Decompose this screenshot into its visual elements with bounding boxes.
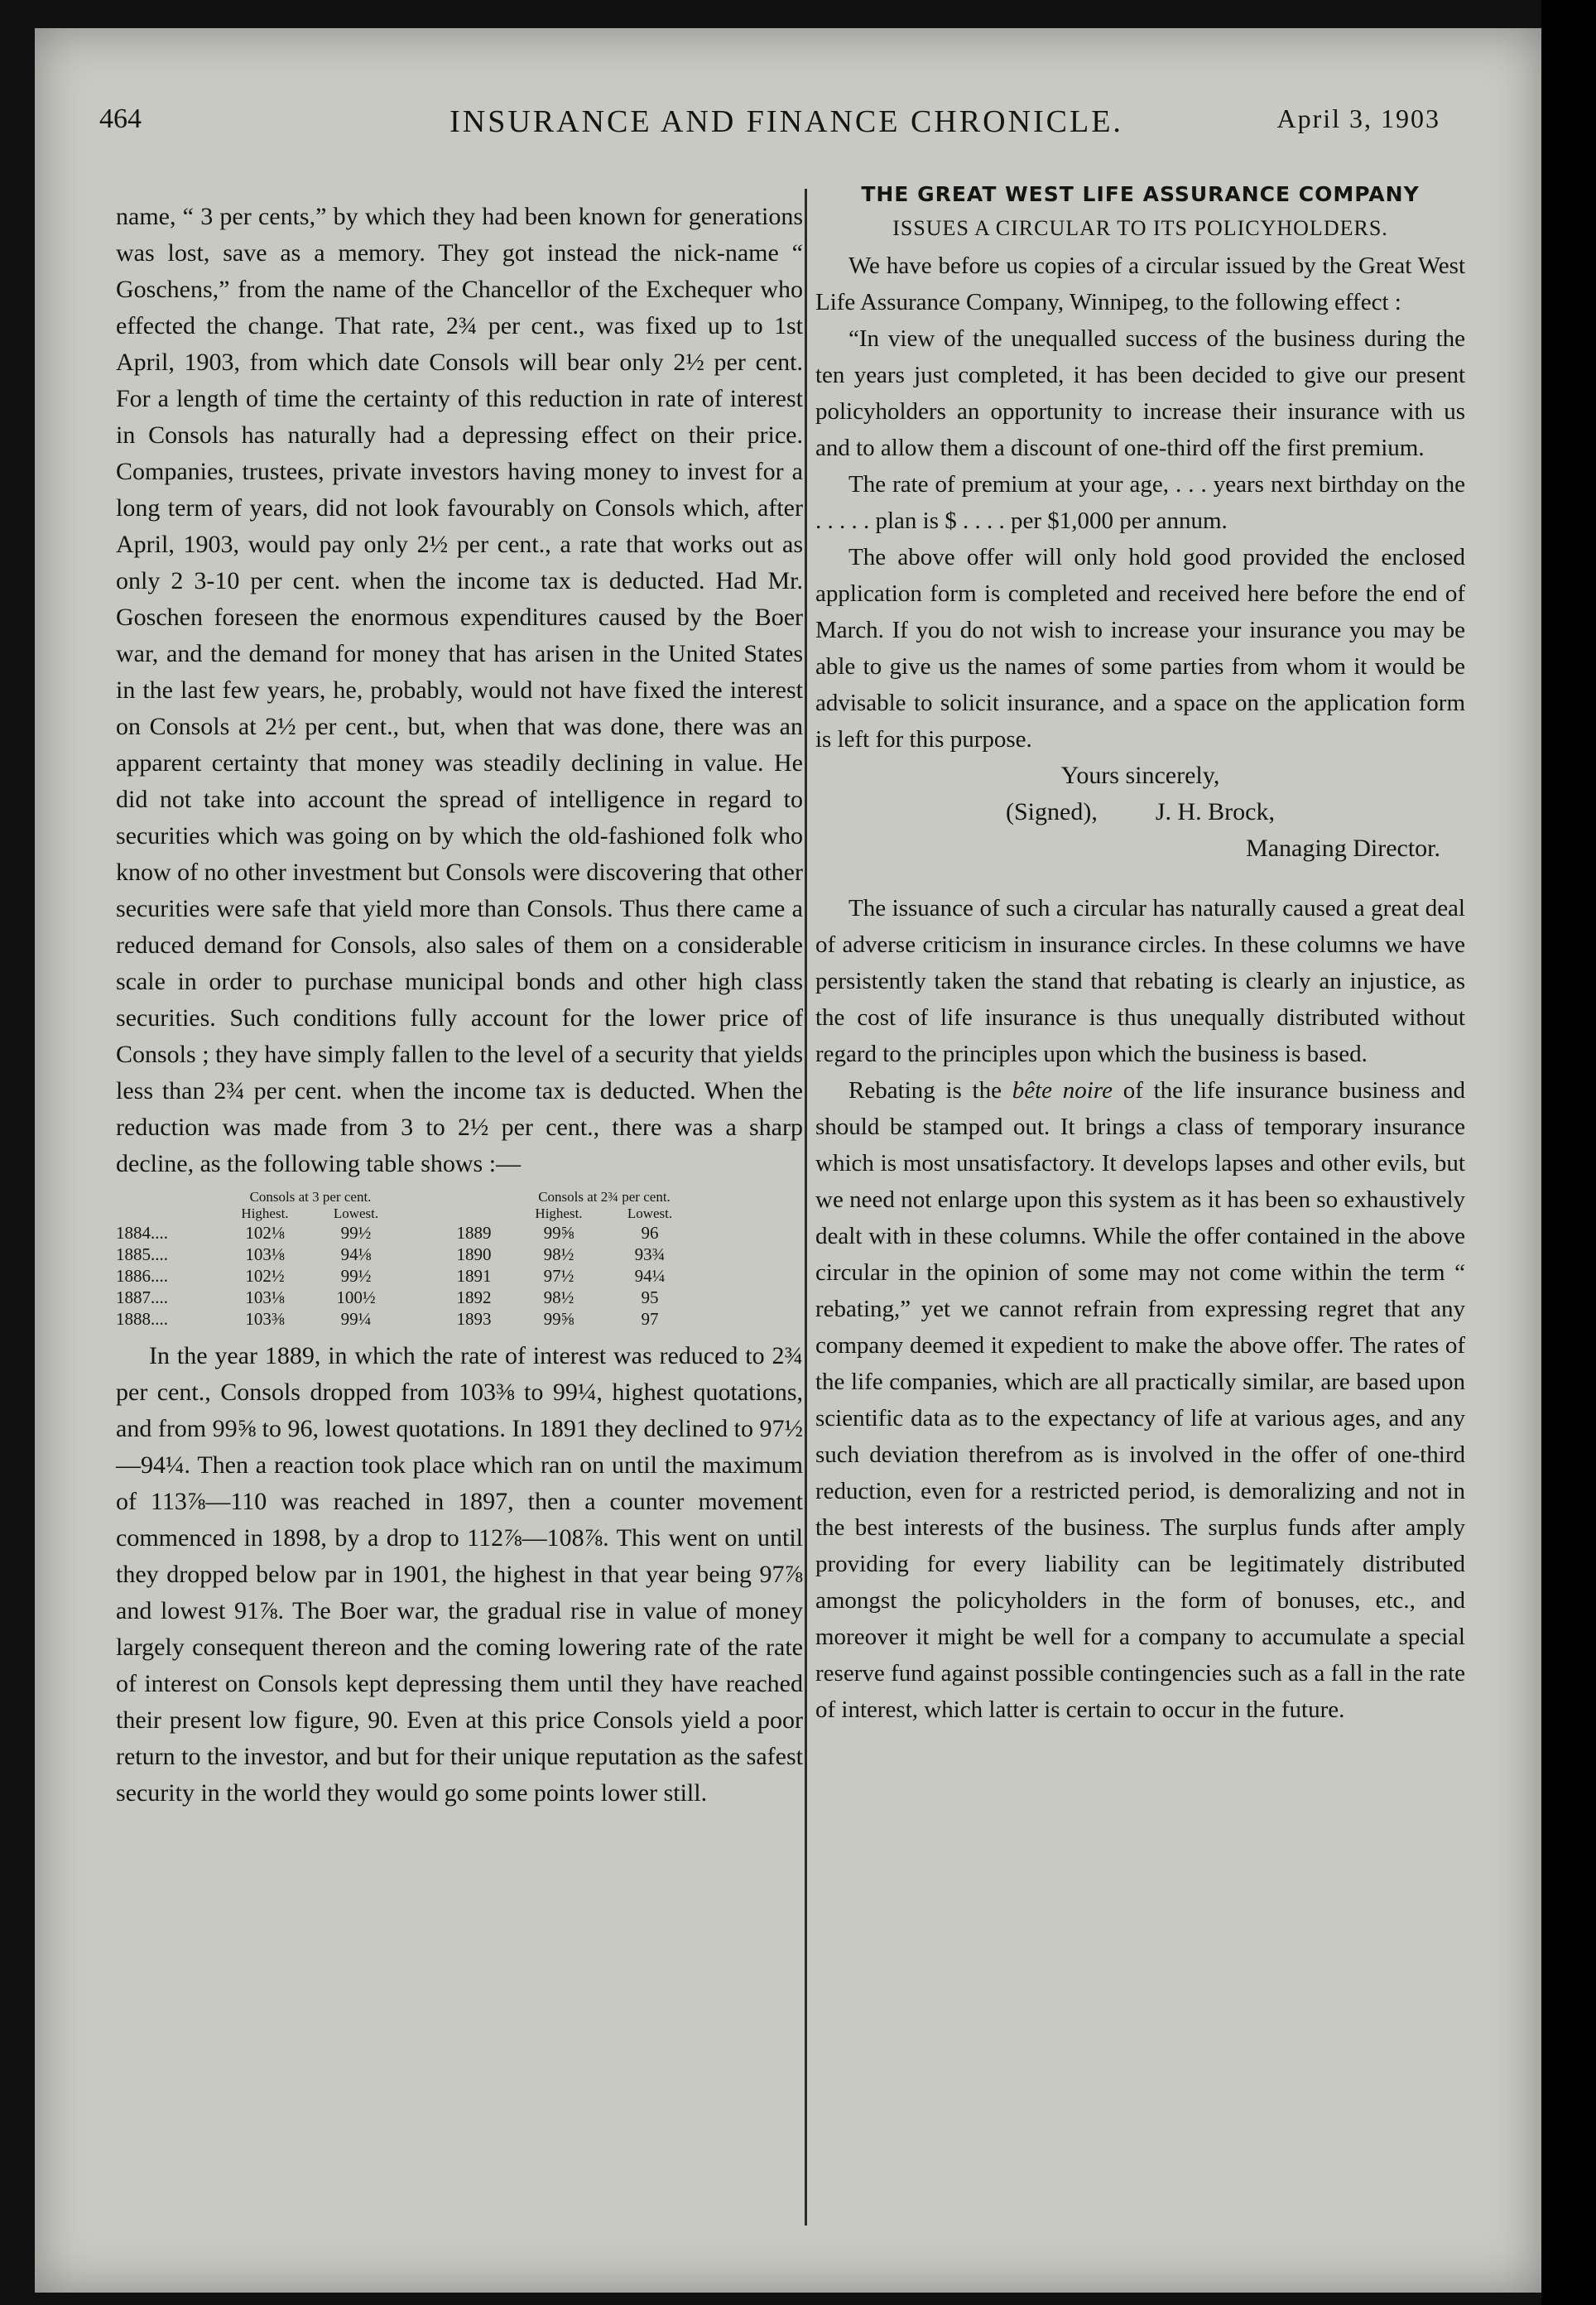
article-title: THE GREAT WEST LIFE ASSURANCE COMPANY (861, 182, 1420, 206)
circular-quote-2: The rate of premium at your age, . . . years next birthday on the . . . . . plan is $ . . . . per $1,000 per annum. (815, 471, 1465, 534)
lowest-value: 94⅛ (340, 1244, 372, 1264)
table-header (116, 1189, 795, 1222)
highest-value: 102½ (245, 1266, 285, 1286)
issue-date: April 3, 1903 (1276, 103, 1440, 133)
highest-value: 103⅜ (245, 1309, 285, 1329)
table-year: 1887.... (116, 1287, 168, 1307)
lowest-value: 94¼ (634, 1266, 666, 1286)
group-heading-3-per-cent: Consols at 3 per cent. (249, 1189, 372, 1205)
signed-label: (Signed), (1006, 798, 1098, 825)
right-paragraph-6 (815, 1072, 1465, 1728)
lowest-value: 93¾ (634, 1244, 666, 1264)
highest-value: 97½ (543, 1266, 574, 1286)
closing-line: Yours sincerely, (1060, 762, 1220, 789)
table-year: 1893 (456, 1309, 492, 1329)
highest-value: 102⅛ (245, 1223, 285, 1243)
circular-quote-1: “In view of the unequalled success of the business during the ten years just completed, it has been decided to give our present policyholders an opportunity to increase their insurance with us and to allow them a discount of one-third off the first premium. (815, 325, 1465, 461)
signer-name: J. H. Brock, (1155, 798, 1275, 825)
signature-line (815, 794, 1465, 830)
consols-table (116, 1189, 795, 1330)
highest-value: 99⅝ (543, 1309, 574, 1329)
lowest-value: 97 (641, 1309, 659, 1329)
table-year: 1886.... (116, 1266, 168, 1286)
table-year: 1890 (456, 1244, 492, 1264)
col-lowest: Lowest. (627, 1205, 673, 1221)
page-edge-shadow (1541, 0, 1596, 2305)
table-row (116, 1244, 795, 1265)
col-highest: Highest. (241, 1205, 289, 1221)
lowest-value: 100½ (336, 1287, 376, 1307)
table-row (116, 1308, 795, 1330)
para-6-start: Rebating is the (848, 1077, 1012, 1104)
lowest-value: 99¼ (340, 1309, 372, 1329)
col-lowest: Lowest. (333, 1205, 379, 1221)
table-year: 1889 (456, 1223, 492, 1243)
page-number: 464 (99, 103, 142, 134)
highest-value: 103⅛ (245, 1287, 285, 1307)
publication-title: INSURANCE AND FINANCE CHRONICLE. (449, 104, 1123, 139)
circular-quote-3: The above offer will only hold good provided the enclosed application form is completed and received here before the end of March. If you do not wish to increase your insurance you may be able to give us the names of some parties from whom it would be advisable to solicit insurance, and a space on the application form is left for this purpose. (815, 544, 1465, 753)
highest-value: 103⅛ (245, 1244, 285, 1264)
left-column (116, 199, 803, 1812)
left-paragraph-2: In the year 1889, in which the rate of interest was reduced to 2¾ per cent., Consols dropped from 103⅜ to 99¼, highest quotations, and from 99⅝ to 96, lowest quotations. In 1891 they declined to 97½—94¼. Then a reaction took place which ran on until the maximum of 113⅞—110 was reached in 1897, then a counter movement commenced in 1898, by a drop to 112⅞—108⅞. This went on until they dropped below par in 1901, the highest in that year being 97⅞ and lowest 91⅞. The Boer war, the gradual rise in value of money largely consequent thereon and the coming lowering rate of the rate of interest on Consols kept depressing them until they have reached their present low figure, 90. Even at this price Consols yield a poor return to the investor, and but for their unique reputation as the safest security in the world they would go some points lower still. (116, 1342, 803, 1807)
highest-value: 98½ (543, 1287, 574, 1307)
group-heading-2-3-4-per-cent: Consols at 2¾ per cent. (538, 1189, 671, 1205)
table-row (116, 1287, 795, 1308)
col-highest: Highest. (535, 1205, 583, 1221)
table-year: 1892 (456, 1287, 492, 1307)
right-paragraph-5: The issuance of such a circular has naturally caused a great deal of adverse criticism in insurance circles. In these columns we have persistently taken the stand that rebating is clearly an injustice, as the cost of life insurance is thus unequally distributed without regard to the principles upon which the business is based. (815, 895, 1465, 1067)
page-header (99, 103, 1440, 153)
table-row (116, 1265, 795, 1287)
table-row (116, 1222, 795, 1244)
bete-noire-italic: bête noire (1012, 1077, 1113, 1104)
highest-value: 98½ (543, 1244, 574, 1264)
lowest-value: 99½ (340, 1223, 372, 1243)
table-year: 1888.... (116, 1309, 168, 1329)
lowest-value: 95 (641, 1287, 659, 1307)
column-divider (805, 189, 807, 2226)
table-year: 1891 (456, 1266, 492, 1286)
table-year: 1884.... (116, 1223, 168, 1243)
right-paragraph-1: We have before us copies of a circular issued by the Great West Life Assurance Company, Winnipeg, to the following effect : (815, 253, 1465, 315)
left-paragraph-1: name, “ 3 per cents,” by which they had been known for generations was lost, save as a memory. They got instead the nick-name “ Goschens,” from the name of the Chancellor of the Exchequer who effected the change. That rate, 2¾ per cent., was fixed up to 1st April, 1903, from which date Consols will bear only 2½ per cent. For a length of time the certainty of this reduction in rate of interest in Consols has naturally had a depressing effect on their price. Companies, trustees, private investors having money to invest for a long term of years, did not look favourably on Consols which, after April, 1903, would pay only 2½ per cent., a rate that works out as only 2 3-10 per cent. when the income tax is deducted. Had Mr. Goschen foreseen the enormous expenditures caused by the Boer war, and the demand for money that has arisen in the United States in the last few years, he, probably, would not have fixed the interest on Consols at 2½ per cent., but, when that was done, there was an apparent certainty that money was steadily declining in value. He did not take into account the spread of intelligence in regard to securities which was going on by which the old-fashioned folk who know of no other investment but Consols were discovering that other securities were safe that yield more than Consols. Thus there came a reduced demand for Consols, also sales of them on a considerable scale in order to purchase municipal bonds and other high class securities. Such conditions fully account for the lower price of Consols ; they have simply fallen to the level of a security that yields less than 2¾ per cent. when the income tax is deducted. When the reduction was made from 3 to 2½ per cent., there was a sharp decline, as the following table shows :— (116, 203, 803, 1177)
para-6-rest: of the life insurance business and should be stamped out. It brings a class of temporary insurance which is most unsatisfactory. It develops lapses and other evils, but we need not enlarge upon this system as it has been so exhaustively dealt with in these columns. While the offer contained in the above circular in the opinion of some may not come within the term “ rebating,” yet we cannot refrain from expressing regret that any company deemed it expedient to make the above offer. The rates of the life companies, which are all practically similar, are based upon scientific data as to the expectancy of life at various ages, and any such deviation therefrom as is involved in the offer of one-third reduction, even for a restricted period, is demoralizing and not in the best interests of the business. The surplus funds after amply providing for every liability can be legitimately distributed amongst the policyholders in the form of bonuses, etc., and moreover it might be well for a company to accumulate a special reserve fund against possible contingencies such as a fall in the rate of interest, which latter is certain to occur in the future. (815, 1077, 1465, 1723)
lowest-value: 99½ (340, 1266, 372, 1286)
highest-value: 99⅝ (543, 1223, 574, 1243)
article-subtitle: ISSUES A CIRCULAR TO ITS POLICYHOLDERS. (892, 216, 1388, 240)
table-year: 1885.... (116, 1244, 168, 1264)
lowest-value: 96 (641, 1223, 659, 1243)
signer-title: Managing Director. (1246, 835, 1440, 862)
right-column (815, 182, 1465, 1728)
